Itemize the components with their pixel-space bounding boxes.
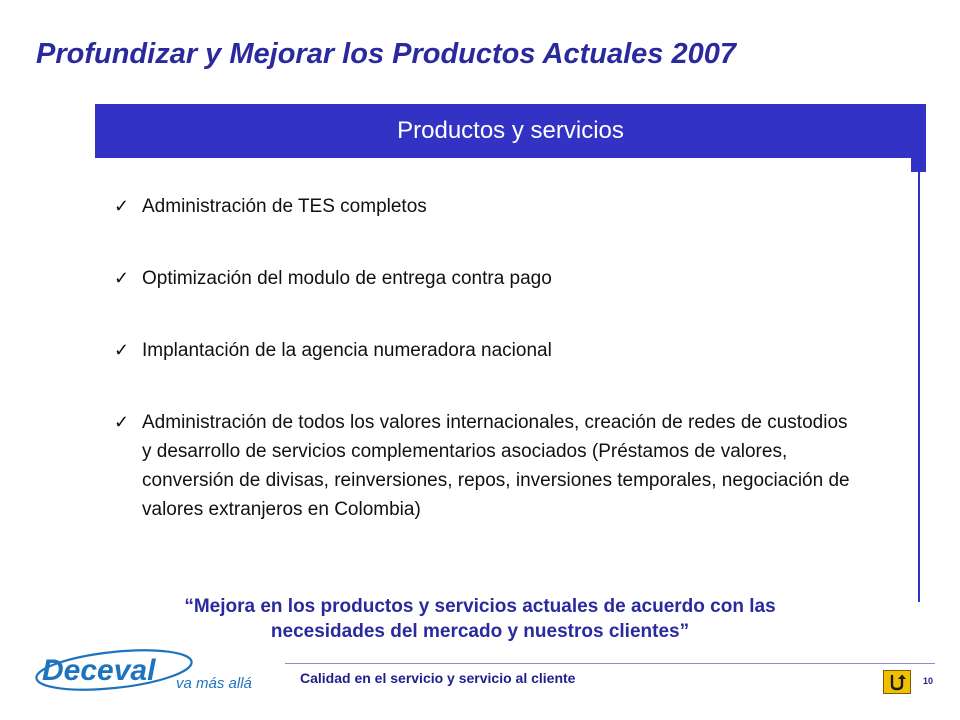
list-item (114, 336, 854, 365)
return-arrow-icon (887, 673, 907, 691)
bullet-text: Optimización del modulo de entrega contra pago (142, 268, 552, 289)
logo-tagline: va más allá (176, 675, 252, 692)
list-item (114, 408, 854, 524)
return-button[interactable] (883, 670, 911, 694)
bullet-text: Implantación de la agencia numeradora nacional (142, 340, 552, 361)
bullet-text: Administración de todos los valores internacionales, creación de redes de custodios y desarrollo de servicios complementarios asociados (Préstamos de valores, conversión de divisas, reinversiones, repos, inversiones temporales, negociación de valores extranjeros en Colombia) (142, 412, 850, 520)
logo-wordmark: Deceval (42, 654, 156, 687)
page-number: 10 (923, 676, 934, 686)
banner-corner-square (911, 158, 926, 172)
check-icon: ✓ (114, 340, 130, 360)
quote-line-1: “Mejora en los productos y servicios actuales de acuerdo con las (184, 596, 776, 617)
check-icon: ✓ (114, 412, 130, 432)
section-header-label: Productos y servicios (397, 117, 624, 144)
right-divider-line (918, 172, 920, 602)
footer-divider (285, 663, 935, 664)
quote-line-2: necesidades del mercado y nuestros clientes” (270, 621, 690, 642)
bullet-text: Administración de TES completos (142, 196, 427, 217)
bullet-list (114, 192, 854, 524)
slide-title: Profundizar y Mejorar los Productos Actuales 2007 (36, 38, 736, 70)
closing-quote (60, 594, 900, 644)
list-item (114, 264, 854, 293)
check-icon: ✓ (114, 268, 130, 288)
section-header-banner (95, 104, 926, 158)
deceval-logo (34, 646, 264, 696)
check-icon: ✓ (114, 196, 130, 216)
list-item (114, 192, 854, 221)
footer-caption: Calidad en el servicio y servicio al cliente (300, 670, 576, 686)
